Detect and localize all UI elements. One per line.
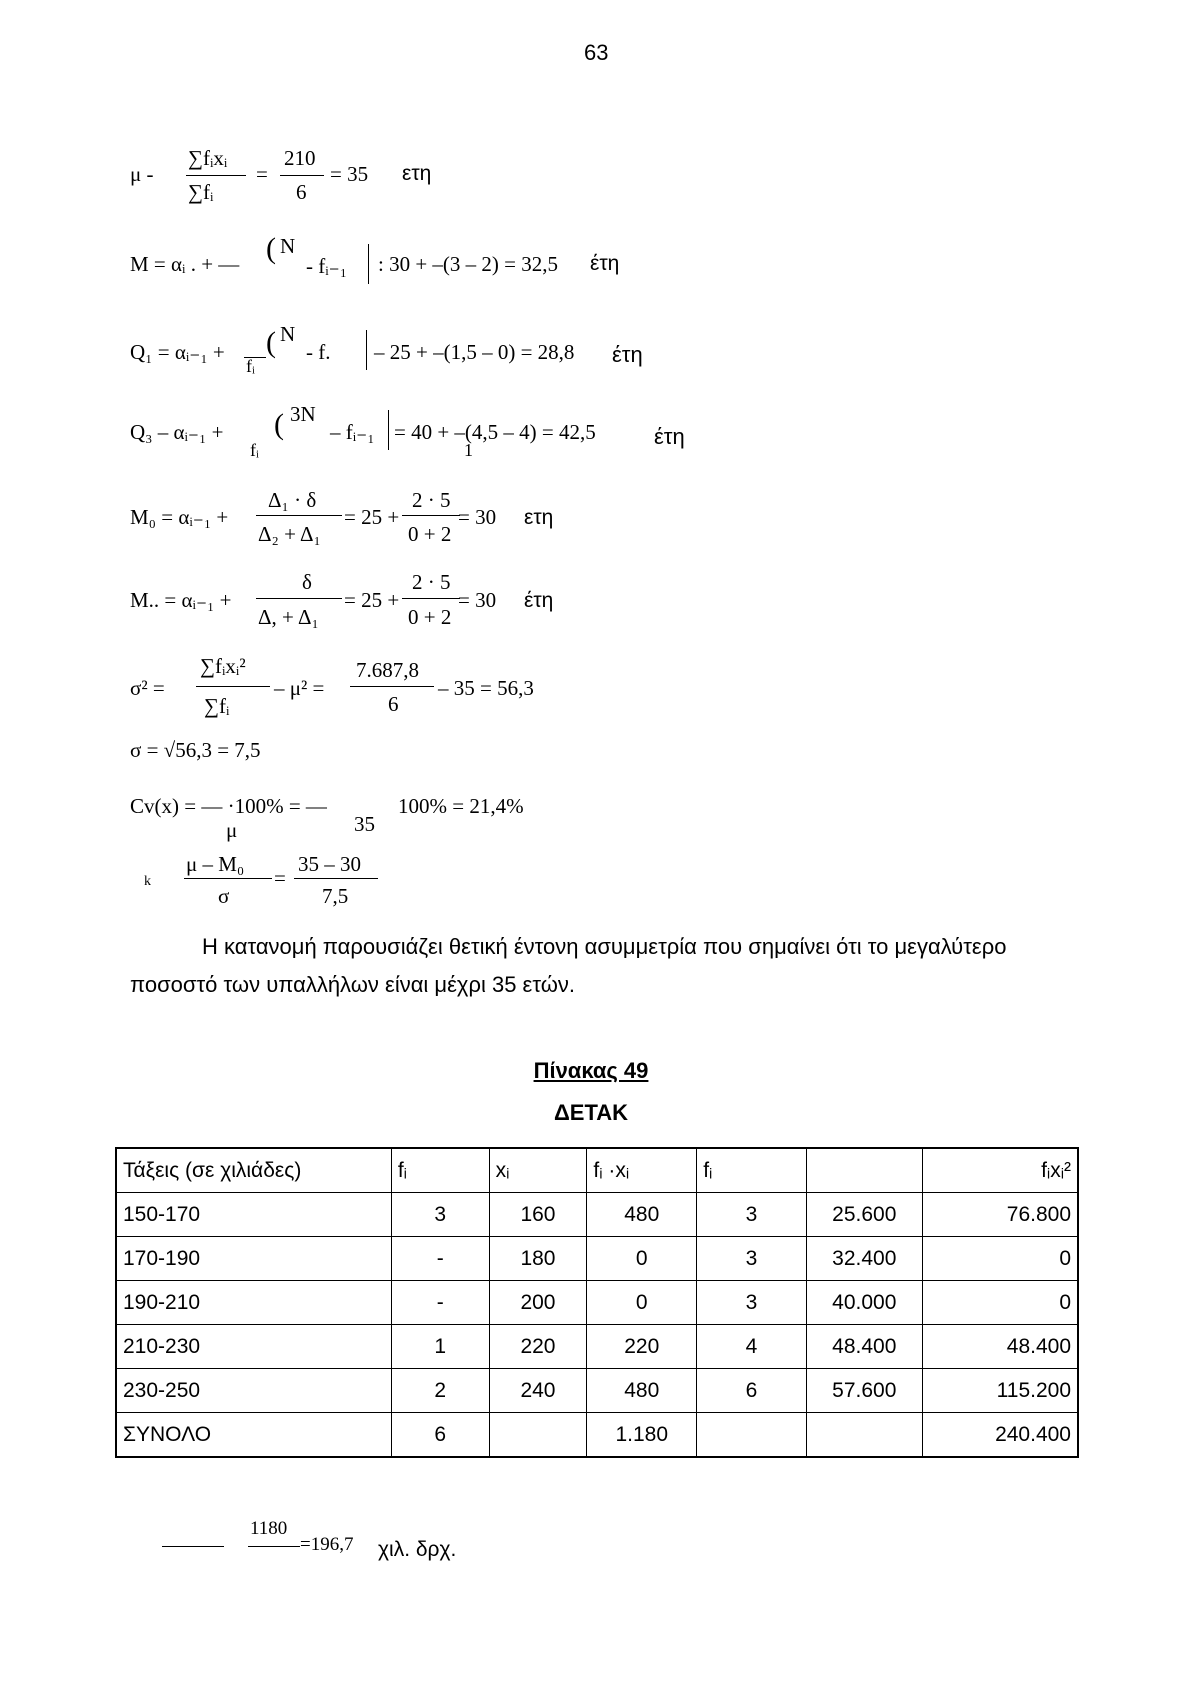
skew-den: σ: [218, 884, 230, 908]
q3-small: 1: [464, 440, 473, 460]
header-fixi: fᵢ ·xᵢ: [587, 1148, 697, 1193]
mode1-den: Δ₂ + Δ₁: [258, 522, 321, 546]
mode1-num: Δ₁ · δ: [268, 488, 317, 512]
header-class: Τάξεις (σε χιλιάδες): [116, 1148, 391, 1193]
q3-mid: – fᵢ₋₁: [330, 420, 375, 444]
cell-class: ΣΥΝΟΛΟ: [116, 1413, 391, 1458]
q1-paren-open: (: [266, 326, 276, 359]
mean-denominator: ∑fᵢ: [188, 180, 214, 204]
table-row: [116, 1369, 1078, 1413]
cell-fixi2: 0: [922, 1281, 1078, 1325]
median-unit: έτη: [590, 252, 620, 275]
q3-frac: fᵢ: [250, 440, 259, 460]
q1-result: – 25 + –(1,5 – 0) = 28,8: [374, 340, 575, 364]
cell-class: 150-170: [116, 1193, 391, 1237]
cell-fixi2: 0: [922, 1237, 1078, 1281]
cell-value: [806, 1413, 922, 1458]
footer-unit: χιλ. δρχ.: [378, 1538, 457, 1561]
cell-fixi2: 48.400: [922, 1325, 1078, 1369]
cell-fixi: 480: [587, 1193, 697, 1237]
variance-num2: 7.687,8: [356, 658, 419, 682]
cv-lhs: Cv(x) = — ·100% = —: [130, 794, 327, 818]
cell-class: 230-250: [116, 1369, 391, 1413]
mode1-mid: = 25 +: [344, 505, 400, 529]
mode2-num2: 2 · 5: [412, 570, 451, 594]
cell-fixi: 220: [587, 1325, 697, 1369]
cell-class: 190-210: [116, 1281, 391, 1325]
cell-fi-2: [697, 1413, 807, 1458]
skew-eq: =: [274, 866, 286, 890]
cell-class: 210-230: [116, 1325, 391, 1369]
cell-fixi: 480: [587, 1369, 697, 1413]
skew-num2: 35 – 30: [298, 852, 361, 876]
q1-unit: έτη: [612, 342, 643, 367]
cell-class: 170-190: [116, 1237, 391, 1281]
cell-fixi: 0: [587, 1281, 697, 1325]
header-xi: xᵢ: [489, 1148, 587, 1193]
header-fixi2: fᵢxᵢ²: [922, 1148, 1078, 1193]
variance-num: ∑fᵢxᵢ²: [200, 654, 246, 678]
median-lhs: M = αᵢ . + —: [130, 252, 240, 276]
cell-fi-2: 4: [697, 1325, 807, 1369]
q3-paren-open: (: [274, 408, 284, 441]
cell-xi: [489, 1413, 587, 1458]
table-subtitle: ΔΕΤΑΚ: [553, 1100, 629, 1125]
mode1-den2: 0 + 2: [408, 522, 452, 546]
variance-den2: 6: [388, 692, 399, 716]
median-paren-open: (: [266, 232, 276, 265]
q3-result: = 40 + –(4,5 – 4) = 42,5: [394, 420, 596, 444]
skew-den2: 7,5: [322, 884, 349, 908]
variance-den: ∑fᵢ: [204, 694, 230, 718]
cell-value: 48.400: [806, 1325, 922, 1369]
cell-fi: 2: [391, 1369, 489, 1413]
variance-mid: – μ² =: [274, 676, 325, 700]
page-number: 63: [584, 40, 609, 65]
mode2-num: δ: [302, 570, 312, 594]
mean-den2: 6: [296, 180, 307, 204]
q3-3n: 3N: [290, 402, 316, 426]
cell-fi: -: [391, 1237, 489, 1281]
cell-fi: -: [391, 1281, 489, 1325]
cell-xi: 240: [489, 1369, 587, 1413]
cell-xi: 220: [489, 1325, 587, 1369]
q1-n: N: [280, 322, 296, 346]
cv-den2: 35: [354, 812, 375, 836]
q1-lhs: Q₁ = αᵢ₋₁ +: [130, 340, 225, 364]
q3-unit: έτη: [654, 424, 685, 449]
cell-xi: 160: [489, 1193, 587, 1237]
skew-k: k: [144, 874, 151, 889]
table-row: [116, 1193, 1078, 1237]
header-fi: fᵢ: [391, 1148, 489, 1193]
header-empty: [806, 1148, 922, 1193]
median-n: N: [280, 234, 296, 258]
cv-den: μ: [226, 818, 238, 842]
cell-fi: 1: [391, 1325, 489, 1369]
table-header-row: [116, 1148, 1078, 1193]
footer-num: 1180: [250, 1518, 288, 1539]
cv-result: 100% = 21,4%: [398, 794, 524, 818]
frequency-table: [115, 1147, 1079, 1458]
mode2-lhs: M.. = αᵢ₋₁ +: [130, 588, 232, 612]
cell-fixi2: 76.800: [922, 1193, 1078, 1237]
q1-mid: - f.: [306, 340, 331, 364]
variance-lhs: σ² =: [130, 676, 165, 700]
cell-value: 57.600: [806, 1369, 922, 1413]
cell-fi-2: 3: [697, 1193, 807, 1237]
header-fi-2: fᵢ: [697, 1148, 807, 1193]
median-result: : 30 + –(3 – 2) = 32,5: [378, 252, 559, 276]
cell-value: 25.600: [806, 1193, 922, 1237]
skew-num: μ – M₀: [186, 852, 245, 876]
cell-fixi2: 115.200: [922, 1369, 1078, 1413]
cell-fi: 6: [391, 1413, 489, 1458]
mean-eq: =: [256, 162, 268, 186]
cell-fixi: 0: [587, 1237, 697, 1281]
mean-unit: ετη: [402, 162, 432, 185]
mode2-unit: έτη: [524, 589, 554, 612]
table-row: [116, 1237, 1078, 1281]
mode1-num2: 2 · 5: [412, 488, 451, 512]
table-total-row: [116, 1413, 1078, 1458]
mode2-den2: 0 + 2: [408, 605, 452, 629]
q3-lhs: Q₃ – αᵢ₋₁ +: [130, 420, 224, 444]
mean-numerator: ∑fᵢxᵢ: [188, 146, 228, 170]
cell-fi-2: 3: [697, 1281, 807, 1325]
mode2-result: = 30: [458, 588, 497, 612]
table-row: [116, 1325, 1078, 1369]
mean-result: = 35: [330, 162, 369, 186]
table-caption: Πίνακας 49: [533, 1058, 649, 1083]
cell-value: 32.400: [806, 1237, 922, 1281]
mode1-lhs: M₀ = αᵢ₋₁ +: [130, 505, 229, 529]
median-mid: - fᵢ₋₁: [306, 254, 348, 278]
conclusion-paragraph: Η κατανομή παρουσιάζει θετική έντονη ασυμμετρία που σημαίνει ότι το μεγαλύτερο ποσοστό των υπαλλήλων είναι μέχρι 35 ετών.: [130, 934, 1007, 997]
cell-xi: 180: [489, 1237, 587, 1281]
mean-lhs: μ -: [130, 162, 154, 186]
mode1-result: = 30: [458, 505, 497, 529]
q1-frac: fᵢ: [246, 356, 255, 376]
cell-fi-2: 3: [697, 1237, 807, 1281]
cell-fixi: 1.180: [587, 1413, 697, 1458]
mode1-unit: ετη: [524, 506, 554, 529]
cell-fi-2: 6: [697, 1369, 807, 1413]
table-row: [116, 1281, 1078, 1325]
mode2-mid: = 25 +: [344, 588, 400, 612]
cell-xi: 200: [489, 1281, 587, 1325]
mode2-den: Δ, + Δ₁: [258, 605, 319, 629]
cell-value: 40.000: [806, 1281, 922, 1325]
cell-fixi2: 240.400: [922, 1413, 1078, 1458]
stdev-formula: σ = √56,3 = 7,5: [130, 738, 261, 762]
mean-num2: 210: [284, 146, 316, 170]
footer-result: =196,7: [300, 1534, 354, 1555]
cell-fi: 3: [391, 1193, 489, 1237]
variance-result: – 35 = 56,3: [438, 676, 534, 700]
